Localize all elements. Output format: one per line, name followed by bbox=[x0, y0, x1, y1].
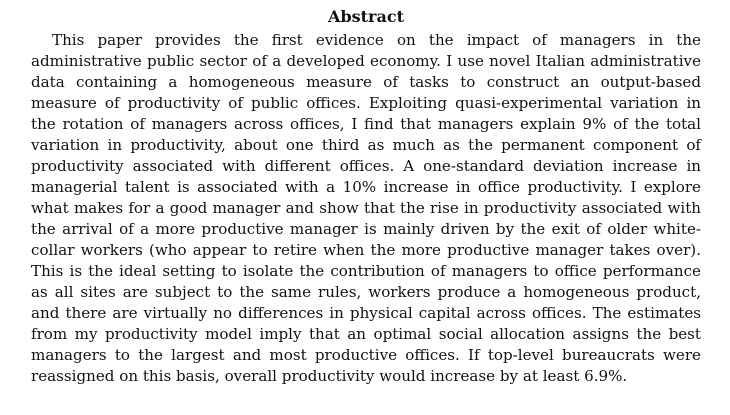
abstract-text: This paper provides the first evidence on the impact of managers in the administrative public sector of a developed economy. I use novel Italian administrative data containing a homogeneous measure of tasks to construct an output-based measure of productivity of public offices. Exploiting quasi-experimental variation in the rotation of managers across offices, I find that managers explain 9% of the total variation in productivity, about one third as much as the permanent component of productivity associated with different offices. A one-standard deviation increase in managerial talent is associated with a 10% increase in office productivity. I explore what makes for a good manager and show that the rise in productivity associated with the arrival of a more productive manager is mainly driven by the exit of older white-collar workers (who appear to retire when the more productive manager takes over). This is the ideal setting to isolate the contribution of managers to office performance as all sites are subject to the same rules, workers produce a homogeneous product, and there are virtually no differences in physical capital across offices. The estimates from my productivity model imply that an optimal social allocation assigns the best managers to the largest and most productive offices. If top-level bureaucrats were reassigned on this basis, overall productivity would increase by at least 6.9%. bbox=[31, 31, 701, 385]
abstract-section bbox=[31, 6, 701, 387]
abstract-heading: Abstract bbox=[328, 7, 404, 26]
